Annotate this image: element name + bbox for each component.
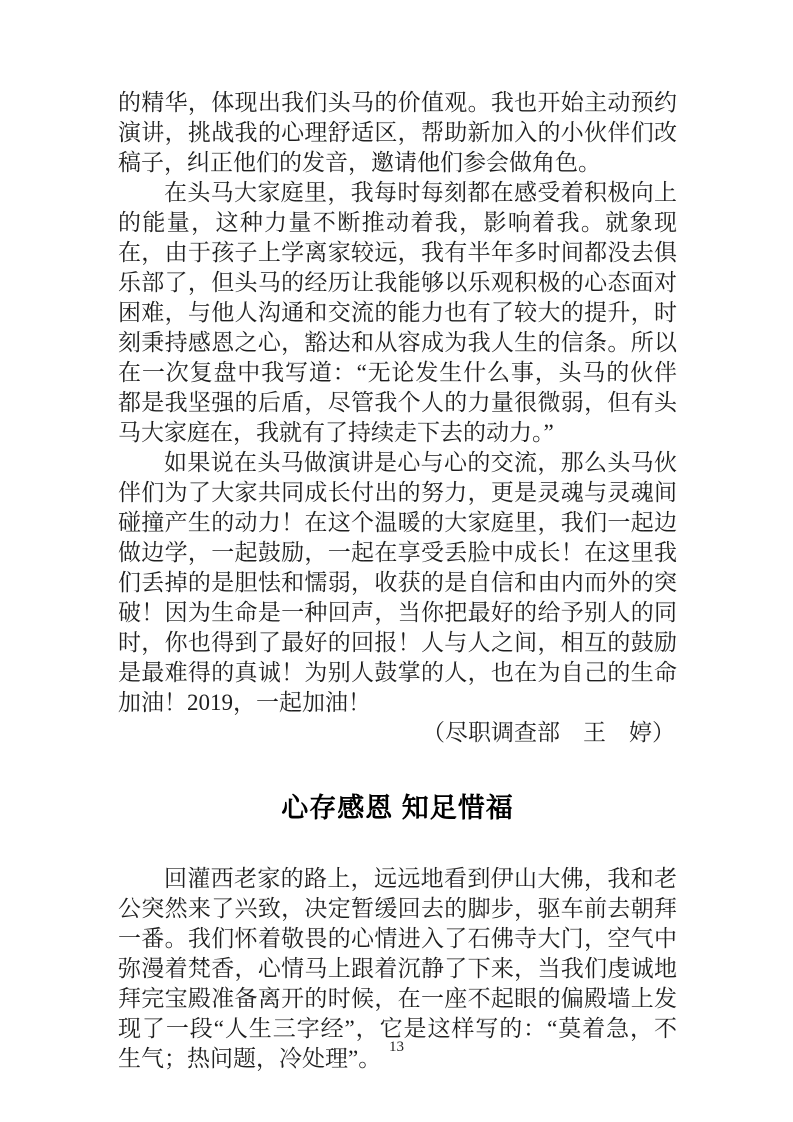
body-paragraph: 在头马大家庭里，我每时每刻都在感受着积极向上的能量，这种力量不断推动着我，影响着我。就象现在，由于孩子上学离家较远，我有半年多时间都没去俱乐部了，但头马的经历让我能够以乐观积极的心态面对困难，与他人沟通和交流的能力也有了较大的提升，时刻秉持感恩之心，豁达和从容成为我人生的信条。所以在一次复盘中我写道：“无论发生什么事，头马的伙伴都是我坚强的后盾，尽管我个人的力量很微弱，但有头马大家庭在，我就有了持续走下去的动力。” (118, 180, 677, 445)
author-byline: （尽职调查部 王 婷） (422, 720, 675, 745)
body-paragraph: 回灌西老家的路上，远远地看到伊山大佛，我和老公突然来了兴致，决定暂缓回去的脚步，驱车前去朝拜一番。我们怀着敬畏的心情进入了石佛寺大门，空气中弥漫着梵香，心情马上跟着沉静了下来，当我们虔诚地拜完宝殿准备离开的时候，在一座不起眼的偏殿墙上发现了一段“人生三字经”，它是这样写的：“莫着急，不生气；热问题，冷处理”。 (118, 866, 677, 1071)
body-paragraph: 如果说在头马做演讲是心与心的交流，那么头马伙伴们为了大家共同成长付出的努力，更是灵魂与灵魂间碰撞产生的动力！在这个温暖的大家庭里，我们一起边做边学，一起鼓励，一起在享受丢脸中成长！在这里我们丢掉的是胆怯和懦弱，收获的是自信和由内而外的突破！因为生命是一种回声，当你把最好的给予别人的同时，你也得到了最好的回报！人与人之间，相互的鼓励是最难得的真诚！为别人鼓掌的人，也在为自己的生命加油！2019，一起加油！ (118, 450, 677, 715)
continuation-paragraph: 的精华，体现出我们头马的价值观。我也开始主动预约演讲，挑战我的心理舒适区，帮助新加入的小伙伴们改稿子，纠正他们的发音，邀请他们参会做角色。 (118, 90, 677, 175)
page-number: 13 (389, 1039, 404, 1055)
page-content (118, 88, 677, 1074)
article-title: 心存感恩 知足惜福 (281, 793, 514, 823)
